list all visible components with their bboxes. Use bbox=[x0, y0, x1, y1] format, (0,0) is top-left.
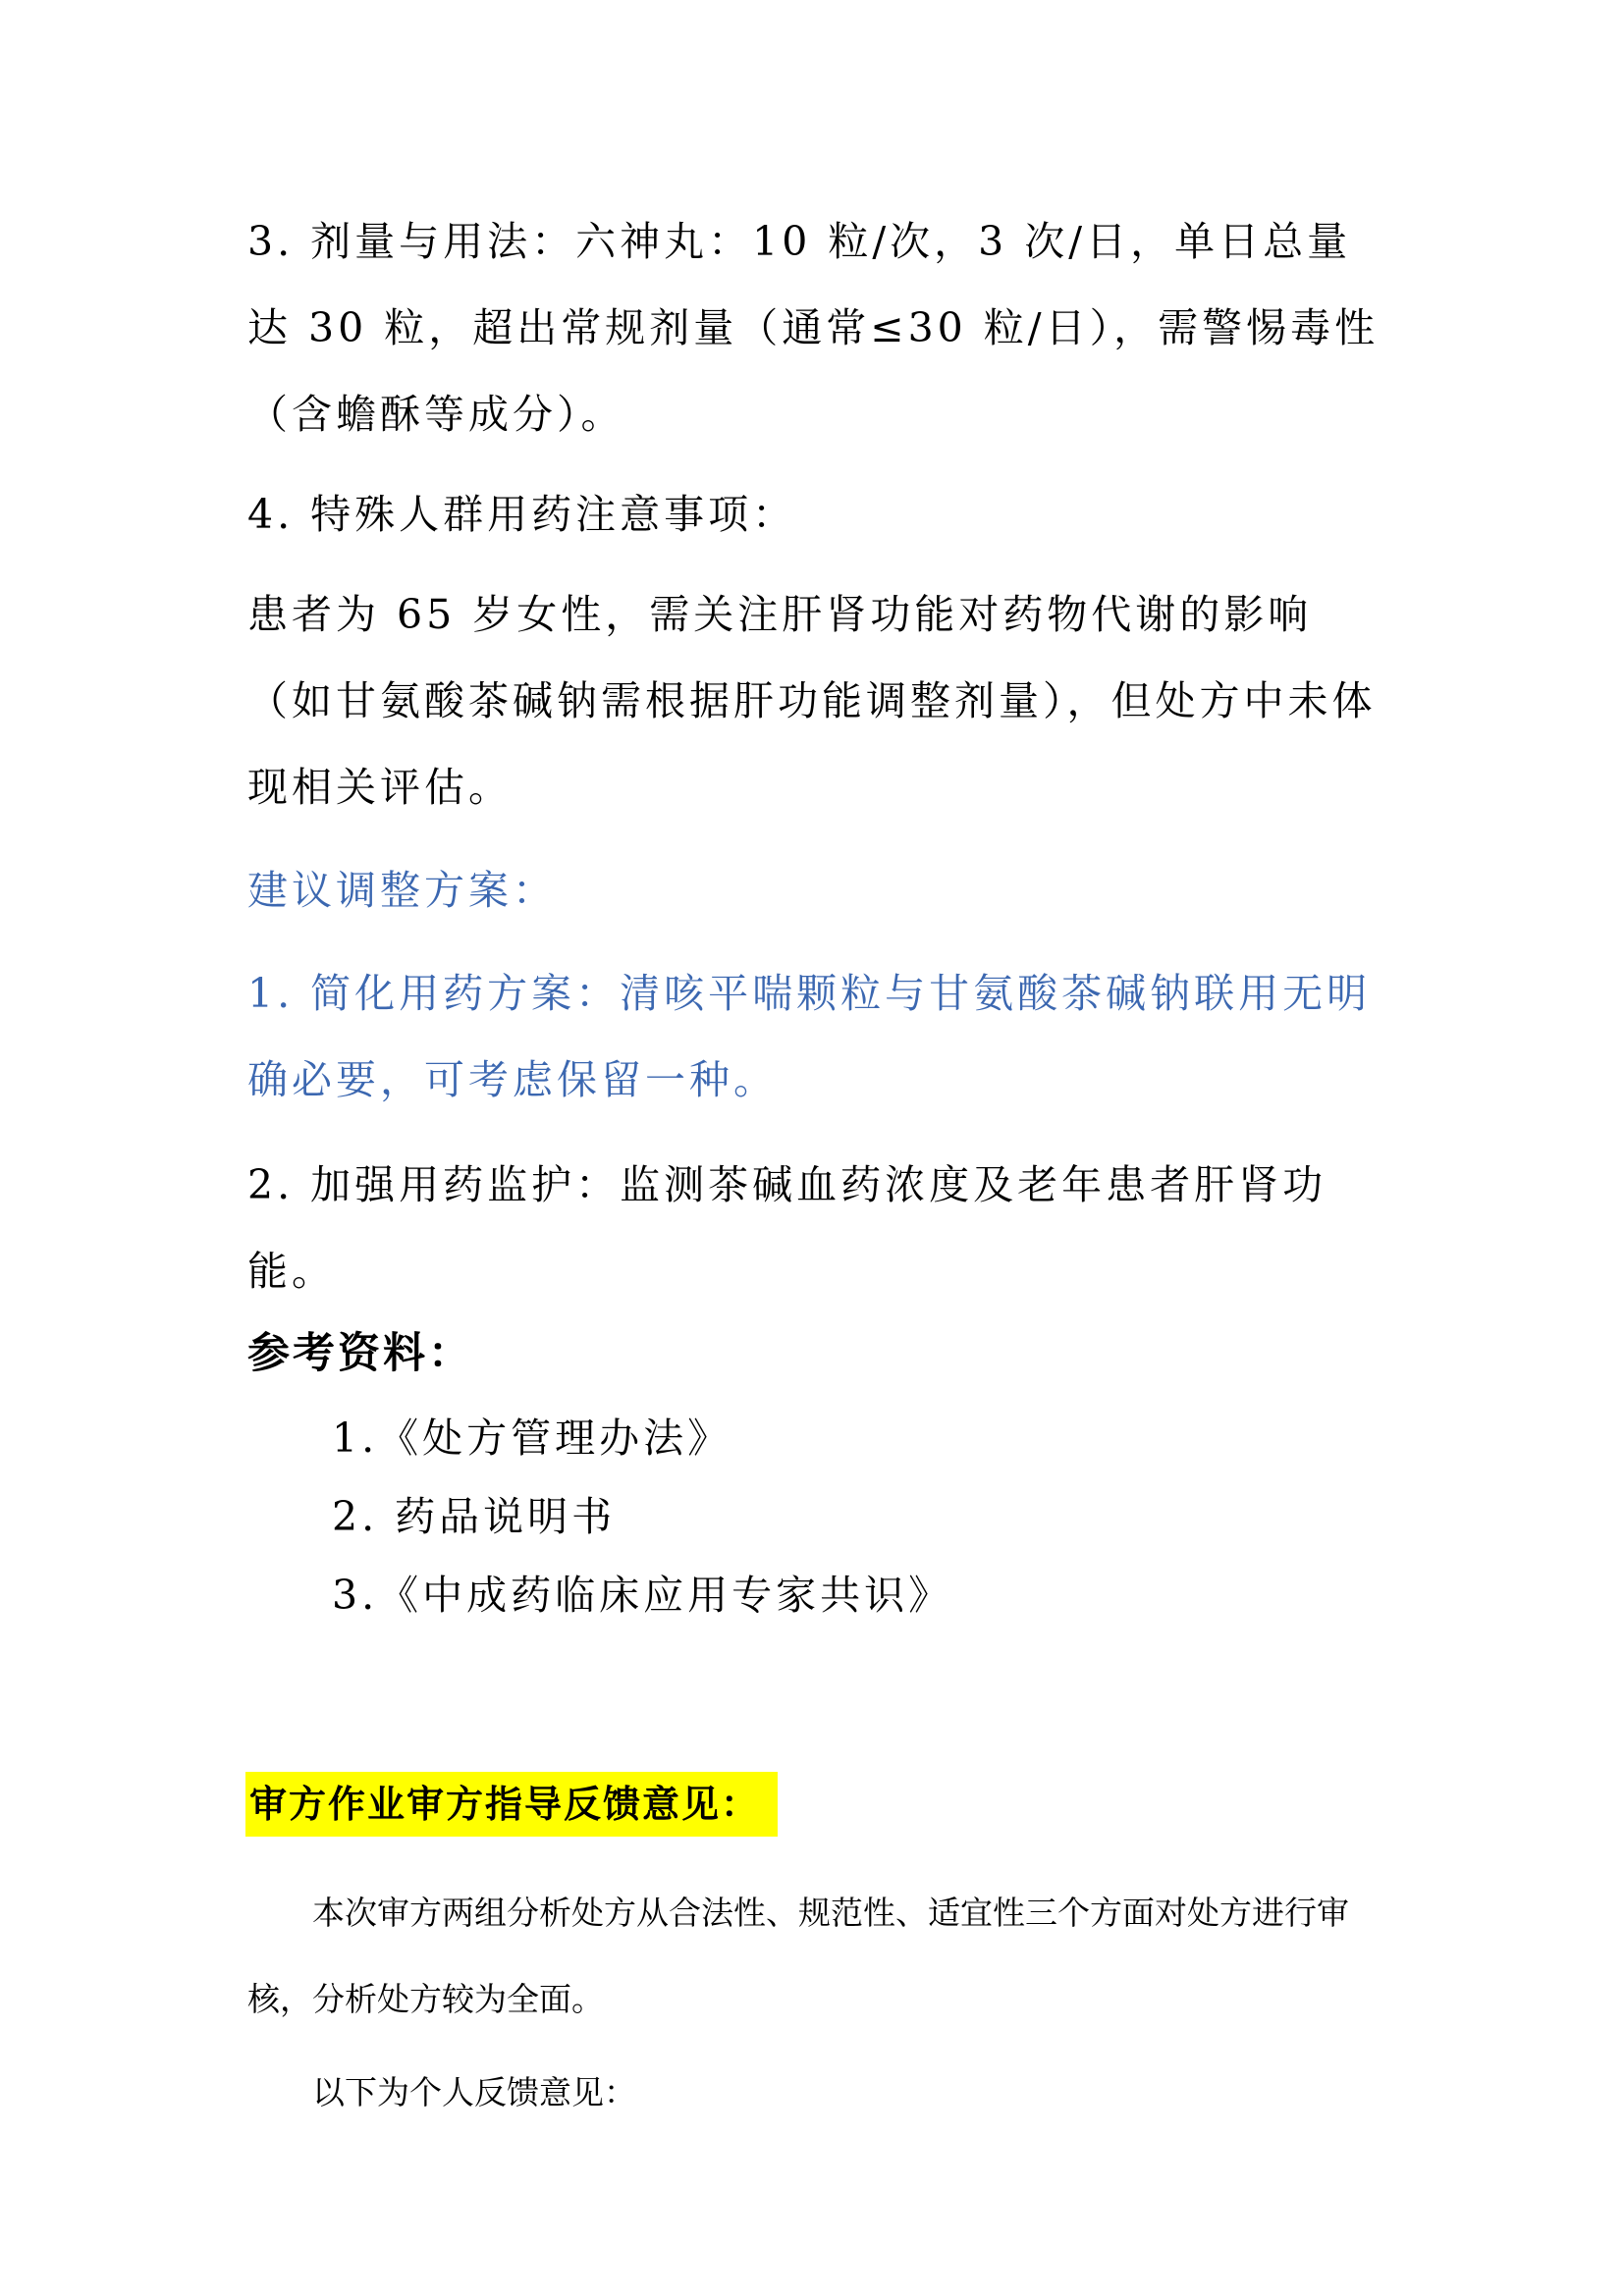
dosage-paragraph: 3. 剂量与用法：六神丸：10 粒/次，3 次/日，单日总量达 30 粒，超出常规剂量（通常≤30 粒/日），需警惕毒性（含蟾酥等成分）。 bbox=[247, 218, 1380, 438]
feedback-paragraph-1: 本次审方两组分析处方从合法性、规范性、适宜性三个方面对处方进行审核，分析处方较为全面。 bbox=[247, 1894, 1349, 2018]
reference-item: 3.《中成药临床应用专家共识》 bbox=[332, 1572, 953, 1619]
suggestion-item-1: 1. 简化用药方案：清咳平喘颗粒与甘氨酸茶碱钠联用无明确必要，可考虑保留一种。 bbox=[247, 970, 1372, 1103]
reference-item: 2. 药品说明书 bbox=[332, 1493, 617, 1540]
special-population-body: 患者为 65 岁女性，需关注肝肾功能对药物代谢的影响（如甘氨酸茶碱钠需根据肝功能调整剂量），但处方中未体现相关评估。 bbox=[247, 591, 1377, 811]
special-population-title: 4. 特殊人群用药注意事项： bbox=[247, 491, 797, 538]
reference-item: 1.《处方管理办法》 bbox=[332, 1415, 732, 1462]
suggestion-title: 建议调整方案： bbox=[247, 867, 557, 914]
suggestion-item-2: 2. 加强用药监护：监测茶碱血药浓度及老年患者肝肾功能。 bbox=[247, 1161, 1327, 1295]
feedback-paragraph-2: 以下为个人反馈意见： bbox=[312, 2073, 636, 2111]
references-heading: 参考资料： bbox=[247, 1329, 473, 1378]
feedback-title-highlighted: 审方作业审方指导反馈意见： bbox=[245, 1772, 778, 1837]
